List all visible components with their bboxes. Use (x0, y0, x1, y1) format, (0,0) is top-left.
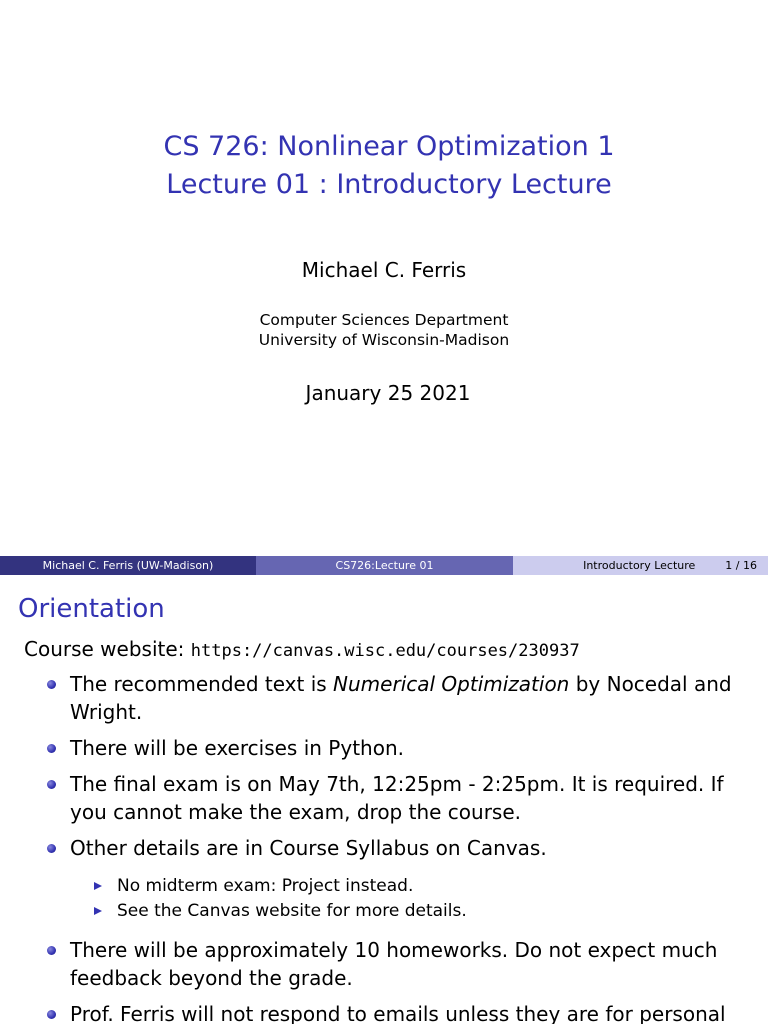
bullet-icon (47, 780, 56, 789)
footer-author: Michael C. Ferris (UW-Madison) (0, 556, 256, 575)
institute-department: Computer Sciences Department (259, 311, 509, 329)
institute-university: University of Wisconsin-Madison (258, 331, 510, 349)
list-item (47, 1000, 759, 1024)
item-text: Prof. Ferris will not respond to emails unless they are for personal (70, 1002, 726, 1024)
list-item (47, 670, 759, 726)
bullet-icon (47, 844, 56, 853)
sub-list (90, 874, 759, 924)
list-item (47, 770, 759, 826)
bullet-icon (47, 1010, 56, 1019)
slide-title: CS 726: Nonlinear Optimization 1 (163, 131, 615, 162)
list-item (47, 734, 759, 762)
slide-date: January 25 2021 (305, 381, 471, 405)
sub-item-text: See the Canvas website for more details. (117, 901, 467, 921)
footer-bar (0, 556, 768, 575)
item-text-emphasis: Numerical Optimization (333, 672, 570, 696)
course-website-line (24, 635, 580, 665)
item-text: Other details are in Course Syllabus on Canvas. (70, 836, 547, 860)
sub-list-item (90, 899, 759, 924)
footer-section: Introductory Lecture (583, 559, 696, 572)
list-item (47, 936, 759, 992)
bullet-icon (47, 680, 56, 689)
slide-institute (0, 310, 768, 350)
item-text-post: by Nocedal and Wright. (70, 672, 732, 724)
slide-author: Michael C. Ferris (301, 258, 467, 282)
footer-right-segment (513, 556, 768, 575)
sub-list-item (90, 874, 759, 899)
slide-title-block (0, 128, 768, 204)
website-url-link[interactable]: https://canvas.wisc.edu/courses/230937 (190, 641, 580, 661)
website-label: Course website: (24, 637, 191, 661)
item-text: There will be approximately 10 homeworks. Do not expect much feedback beyond the grade. (70, 938, 718, 990)
bullet-list (47, 670, 759, 1024)
slide-subtitle: Lecture 01 : Introductory Lecture (166, 169, 612, 200)
list-item (47, 834, 759, 924)
sub-item-text: No midterm exam: Project instead. (117, 876, 414, 896)
bullet-icon (47, 946, 56, 955)
item-text: The final exam is on May 7th, 12:25pm - 2:25pm. It is required. If you cannot make the exam, drop the course. (70, 772, 724, 824)
item-text-pre: The recommended text is (70, 672, 334, 696)
triangle-bullet-icon (94, 882, 102, 890)
frame-title: Orientation (18, 594, 165, 624)
footer-short-title: CS726:Lecture 01 (256, 556, 513, 575)
bullet-icon (47, 744, 56, 753)
footer-page-number: 1 / 16 (725, 559, 757, 572)
item-text: There will be exercises in Python. (70, 736, 404, 760)
triangle-bullet-icon (94, 907, 102, 915)
